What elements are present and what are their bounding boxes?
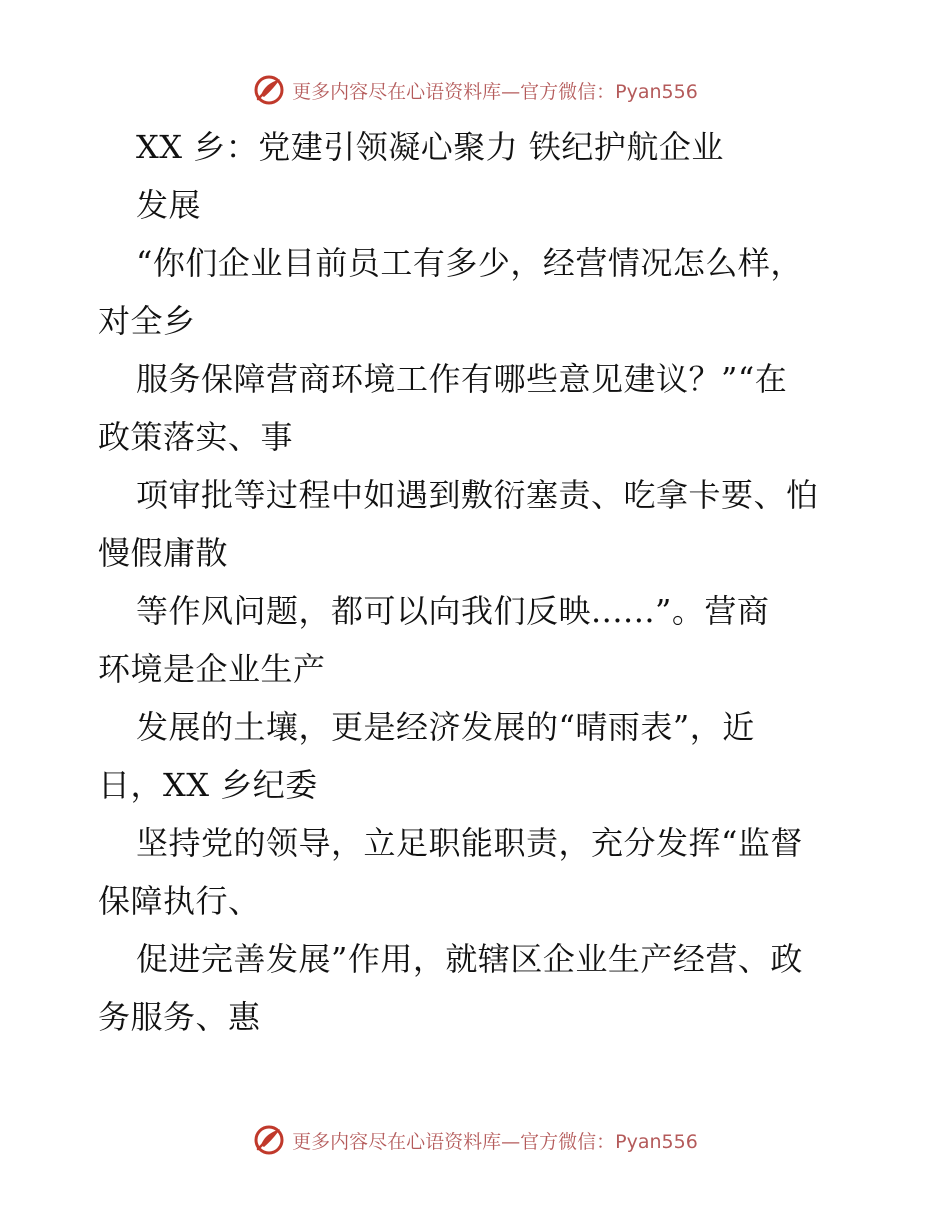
footer-banner-label: 更多内容尽在心语资料库—官方微信： xyxy=(292,1130,616,1153)
paragraph-line: 慢假庸散 xyxy=(98,534,229,572)
paragraph-line: 保障执行、 xyxy=(98,882,261,920)
title-line-2: 发展 xyxy=(136,186,202,224)
footer-banner-id: Pyan556 xyxy=(615,1130,698,1153)
paragraph-line: 日，XX 乡纪委 xyxy=(98,766,318,804)
logo-icon xyxy=(252,1123,286,1157)
paragraph-line: “你们企业目前员工有多少，经营情况怎么样， xyxy=(136,244,803,282)
paragraph-line: 发展的土壤，更是经济发展的“晴雨表”，近 xyxy=(136,708,755,746)
paragraph-line: 环境是企业生产 xyxy=(98,650,326,688)
header-banner-text xyxy=(292,77,698,104)
paragraph-line: 对全乡 xyxy=(98,302,196,340)
paragraph-line: 务服务、惠 xyxy=(98,998,261,1036)
header-banner-label: 更多内容尽在心语资料库—官方微信： xyxy=(292,80,616,103)
paragraph-line: 坚持党的领导，立足职能职责，充分发挥“监督 xyxy=(136,824,803,862)
header-banner xyxy=(0,70,950,110)
header-banner-id: Pyan556 xyxy=(615,80,698,103)
title-line-1: XX 乡：党建引领凝心聚力 铁纪护航企业 xyxy=(136,128,724,166)
paragraph-line: 项审批等过程中如遇到敷衍塞责、吃拿卡要、怕 xyxy=(136,476,819,514)
footer-banner-text xyxy=(292,1127,698,1154)
paragraph-line: 服务保障营商环境工作有哪些意见建议？”“在 xyxy=(136,360,788,398)
logo-icon xyxy=(252,73,286,107)
paragraph-line: 政策落实、事 xyxy=(98,418,294,456)
paragraph-line: 促进完善发展”作用，就辖区企业生产经营、政 xyxy=(136,940,803,978)
footer-banner xyxy=(0,1120,950,1160)
paragraph-line: 等作风问题，都可以向我们反映......”。营商 xyxy=(136,592,770,630)
